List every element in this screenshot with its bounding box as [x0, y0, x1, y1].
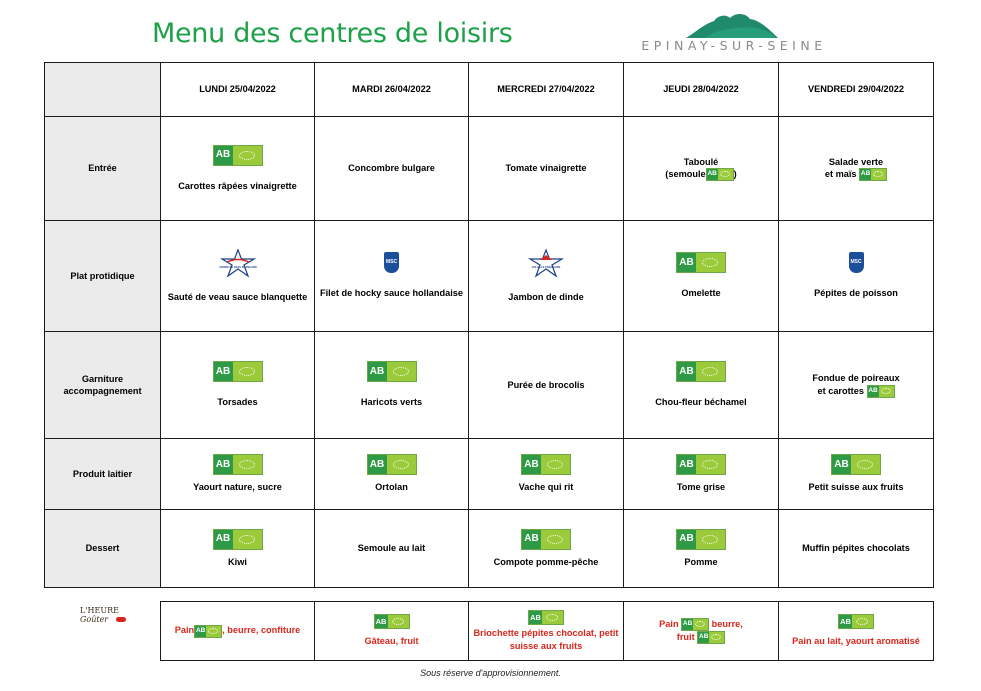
menu-cell — [779, 117, 934, 221]
dish-name: Concombre bulgare — [348, 163, 435, 174]
menu-cell — [315, 332, 469, 439]
menu-table — [44, 62, 934, 588]
menu-cell — [779, 510, 934, 588]
gouter-row — [161, 602, 934, 661]
row-entree — [45, 117, 934, 221]
column-header-tuesday: MARDI 26/04/2022 — [315, 63, 469, 117]
bio-icon: AB — [676, 361, 726, 382]
epinay-sur-seine-logo — [622, 12, 842, 60]
gouter-table — [160, 601, 934, 661]
dish-line: Fondue de poireaux — [812, 373, 900, 384]
bio-icon: AB — [213, 145, 263, 166]
dish-line — [628, 168, 774, 181]
dish-name: Tomate vinaigrette — [505, 163, 587, 174]
gouter-line — [628, 631, 774, 644]
dish-name: Vache qui rit — [518, 482, 574, 493]
dish-name: Jambon de dinde — [508, 291, 584, 302]
dish-name: Sauté de veau sauce blanquette — [167, 291, 308, 302]
menu-cell — [624, 332, 779, 439]
column-header-wednesday: MERCREDI 27/04/2022 — [469, 63, 624, 117]
gouter-text: Pain au lait, yaourt aromatisé — [792, 636, 920, 647]
msc-sustainable-fishing-icon: MSC — [384, 252, 399, 273]
row-garniture — [45, 332, 934, 439]
gouter-text: beurre, — [709, 618, 743, 629]
hill-skyline-icon — [686, 12, 778, 38]
menu-cell — [469, 439, 624, 510]
dish-name: Muffin pépites chocolats — [802, 543, 910, 554]
bio-icon: AB — [831, 454, 881, 475]
row-header-laitier: Produit laitier — [45, 439, 161, 510]
dish-text: et carottes — [817, 385, 864, 396]
row-header-entree: Entrée — [45, 117, 161, 221]
volaille-francaise-icon — [529, 249, 563, 277]
row-header-plat: Plat protidique — [45, 221, 161, 332]
bio-icon: AB — [859, 168, 887, 181]
page-title: Menu des centres de loisirs — [152, 18, 513, 49]
header-row — [45, 63, 934, 117]
menu-cell — [315, 221, 469, 332]
gouter-text: suisse aux fruits — [509, 640, 583, 651]
bio-icon: AB — [697, 631, 725, 644]
dish-text: (semoule — [665, 169, 706, 180]
menu-cell — [624, 510, 779, 588]
heure-du-gouter-logo — [80, 607, 130, 647]
menu-cell — [469, 117, 624, 221]
gouter-text: Pain — [659, 618, 679, 629]
gouter-cell — [624, 602, 779, 661]
gouter-logo-line2: Goûter — [80, 615, 109, 625]
dish-name: Semoule au lait — [357, 543, 426, 554]
bio-icon: AB — [213, 454, 263, 475]
menu-cell — [315, 510, 469, 588]
dish-line — [783, 385, 929, 398]
dish-name: Yaourt nature, sucre — [193, 482, 282, 493]
bio-icon: AB — [367, 361, 417, 382]
menu-cell — [469, 332, 624, 439]
svg-text:VOLAILLE FRANÇAISE: VOLAILLE FRANÇAISE — [531, 265, 561, 269]
menu-cell — [624, 117, 779, 221]
column-header-thursday: JEUDI 28/04/2022 — [624, 63, 779, 117]
menu-cell — [315, 439, 469, 510]
menu-cell — [161, 117, 315, 221]
bio-icon: AB — [681, 618, 709, 631]
dish-name: Filet de hocky sauce hollandaise — [320, 288, 463, 299]
menu-cell — [315, 117, 469, 221]
row-header-garniture — [45, 332, 161, 439]
dish-name: Kiwi — [228, 556, 247, 567]
gouter-cell — [469, 602, 624, 661]
row-header-dessert: Dessert — [45, 510, 161, 588]
menu-cell — [469, 510, 624, 588]
corner-cell — [45, 63, 161, 117]
column-header-friday: VENDREDI 29/04/2022 — [779, 63, 934, 117]
menu-cell — [779, 439, 934, 510]
row-plat — [45, 221, 934, 332]
bio-icon: AB — [706, 168, 734, 181]
dish-name: Purée de brocolis — [507, 379, 585, 390]
bio-icon: AB — [367, 454, 417, 475]
dish-name: Ortolan — [375, 482, 408, 493]
menu-cell — [161, 439, 315, 510]
footnote: Sous réserve d'approvisionnement. — [420, 668, 561, 678]
dish-name: Omelette — [681, 288, 721, 299]
dish-text: et maïs — [824, 169, 857, 180]
dish-name: Carottes râpées vinaigrette — [178, 180, 297, 191]
row-header-line: accompagnement — [63, 386, 142, 396]
dish-line: Taboulé — [683, 156, 719, 167]
bio-icon: AB — [867, 385, 895, 398]
menu-cell — [161, 332, 315, 439]
menu-cell — [161, 510, 315, 588]
bio-icon: AB — [528, 610, 564, 625]
row-header-line: Garniture — [81, 373, 124, 384]
svg-text:VIANDE DE VEAU FRANÇAISE: VIANDE DE VEAU FRANÇAISE — [218, 265, 257, 269]
bio-icon: AB — [676, 454, 726, 475]
cup-icon — [116, 617, 126, 622]
gouter-line — [628, 618, 774, 631]
dish-name: Torsades — [217, 397, 258, 408]
menu-cell — [779, 332, 934, 439]
bio-icon: AB — [521, 454, 571, 475]
dish-name: Chou-fleur béchamel — [655, 397, 747, 408]
gouter-cell — [315, 602, 469, 661]
menu-cell — [161, 221, 315, 332]
menu-cell — [624, 221, 779, 332]
dish-line — [783, 168, 929, 181]
bio-icon: AB — [676, 252, 726, 273]
viandes-de-france-icon — [218, 249, 257, 277]
column-header-monday: LUNDI 25/04/2022 — [161, 63, 315, 117]
gouter-cell — [161, 602, 315, 661]
logo-text: EPINAY-SUR-SEINE — [641, 38, 827, 53]
dish-text: ) — [733, 169, 737, 180]
dish-name: Pépites de poisson — [814, 288, 898, 299]
row-laitier — [45, 439, 934, 510]
menu-cell — [624, 439, 779, 510]
bio-icon: AB — [521, 529, 571, 550]
dish-name: Compote pomme-pêche — [493, 556, 599, 567]
gouter-logo-line1: L'HEURE — [80, 606, 119, 615]
dish-name: Pomme — [684, 556, 718, 567]
menu-cell — [469, 221, 624, 332]
bio-icon: AB — [374, 614, 410, 629]
dish-name: Petit suisse aux fruits — [808, 482, 904, 493]
bio-icon: AB — [194, 625, 222, 638]
bio-icon: AB — [213, 361, 263, 382]
bio-icon: AB — [213, 529, 263, 550]
row-dessert — [45, 510, 934, 588]
dish-name: Tome grise — [676, 482, 726, 493]
gouter-text: Gâteau, fruit — [364, 636, 419, 647]
dish-line: Salade verte — [828, 156, 884, 167]
bio-icon: AB — [838, 614, 874, 629]
dish-name: Haricots verts — [360, 397, 423, 408]
gouter-text: , beurre, confiture — [222, 625, 301, 636]
menu-cell — [779, 221, 934, 332]
gouter-text: Pain — [174, 625, 195, 636]
gouter-text: fruit — [676, 632, 695, 642]
msc-sustainable-fishing-icon: MSC — [849, 252, 864, 273]
gouter-text: Briochette pépites chocolat, petit — [473, 628, 619, 639]
bio-icon: AB — [676, 529, 726, 550]
gouter-cell — [779, 602, 934, 661]
